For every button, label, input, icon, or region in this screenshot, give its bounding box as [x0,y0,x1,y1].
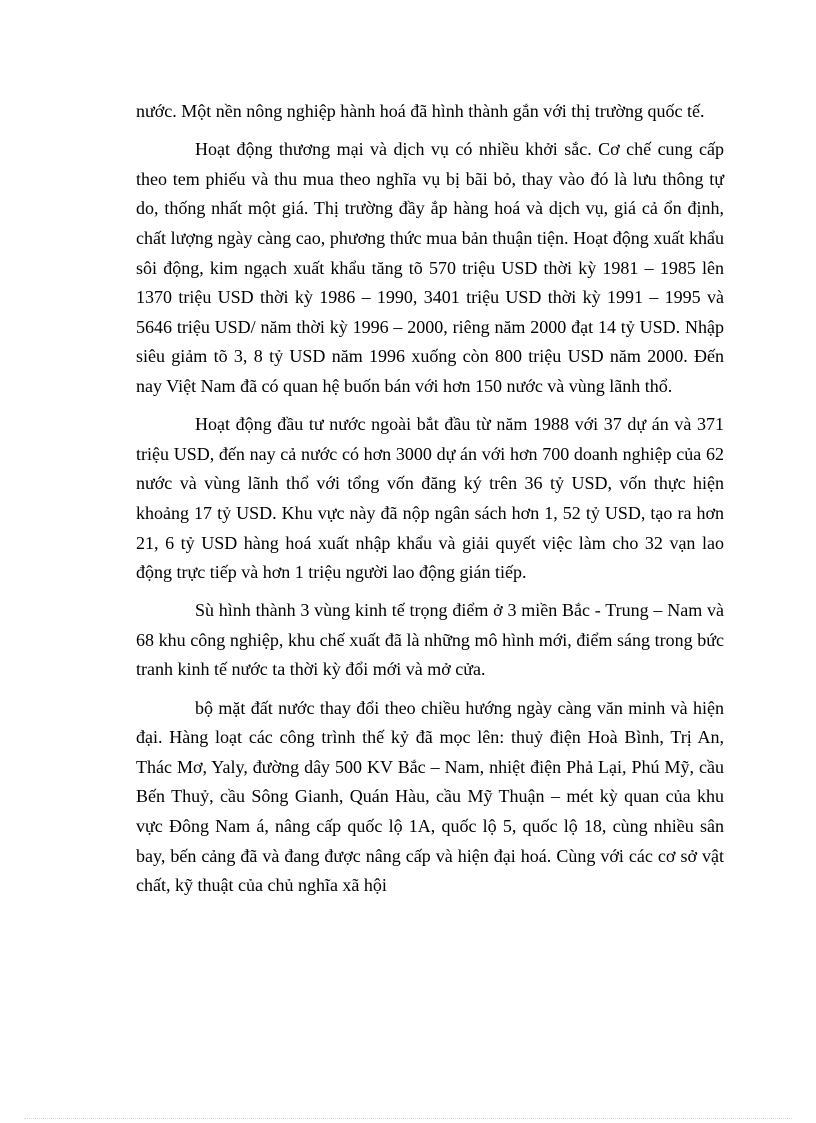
paragraph-trade-services: Hoạt động thương mại và dịch vụ có nhiều khởi sắc. Cơ chế cung cấp theo tem phiếu và thu mua theo nghĩa vụ bị bãi bỏ, thay vào đó là lưu thông tự do, thống nhất một giá. Thị trường đầy ắp hàng hoá và dịch vụ, giá cả ổn định, chất lượng ngày càng cao, phương thức mua bản thuận tiện. Hoạt động xuất khẩu sôi động, kim ngạch xuất khẩu tăng tõ 570 triệu USD thời kỳ 1981 – 1985 lên 1370 triệu USD thời kỳ 1986 – 1990, 3401 triệu USD thời kỳ 1991 – 1995 và 5646 triệu USD/ năm thời kỳ 1996 – 2000, riêng năm 2000 đạt 14 tỷ USD. Nhập siêu giảm tõ 3, 8 tỷ USD năm 1996 xuống còn 800 triệu USD năm 2000. Đến nay Việt Nam đã có quan hệ buốn bán với hơn 150 nước và vùng lãnh thổ. [136,139,724,396]
paragraph-economic-zones: Sù hình thành 3 vùng kinh tế trọng điểm ở 3 miền Bắc - Trung – Nam và 68 khu công nghiệp, khu chế xuất đã là những mô hình mới, điểm sáng trong bức tranh kinh tế nước ta thời kỳ đổi mới và mở cửa. [136,600,724,680]
paragraph-infrastructure: bộ mặt đất nước thay đổi theo chiều hướng ngày càng văn minh và hiện đại. Hàng loạt các công trình thế kỷ đã mọc lên: thuỷ điện Hoà Bình, Trị An, Thác Mơ, Yaly, đường dây 500 KV Bắc – Nam, nhiệt điện Phả Lại, Phú Mỹ, cầu Bến Thuỷ, cầu Sông Gianh, Quán Hàu, cầu Mỹ Thuận – mét kỳ quan của khu vực Đông Nam á, nâng cấp quốc lộ 1A, quốc lộ 5, quốc lộ 18, cùng nhiều sân bay, bến cảng đã và đang được nâng cấp và hiện đại hoá. Cùng với các cơ sở vật chất, kỹ thuật của chủ nghĩa xã hội [136,697,724,896]
document-body [136,97,724,909]
paragraph-continuation: nước. Một nền nông nghiệp hành hoá đã hình thành gắn với thị trường quốc tế. [136,101,705,121]
page-bottom-divider [24,1118,792,1119]
paragraph-foreign-investment: Hoạt động đầu tư nước ngoài bắt đầu từ năm 1988 với 37 dự án và 371 triệu USD, đến nay cả nước có hơn 3000 dự án với hơn 700 doanh nghiệp của 62 nước và vùng lãnh thổ với tổng vốn đăng ký trên 36 tỷ USD, vốn thực hiện khoảng 17 tỷ USD. Khu vực này đã nộp ngân sách hơn 1, 52 tỷ USD, tạo ra hơn 21, 6 tỷ USD hàng hoá xuất nhập khẩu và giải quyết việc làm cho 32 vạn lao động trực tiếp và hơn 1 triệu người lao động gián tiếp. [136,414,724,583]
